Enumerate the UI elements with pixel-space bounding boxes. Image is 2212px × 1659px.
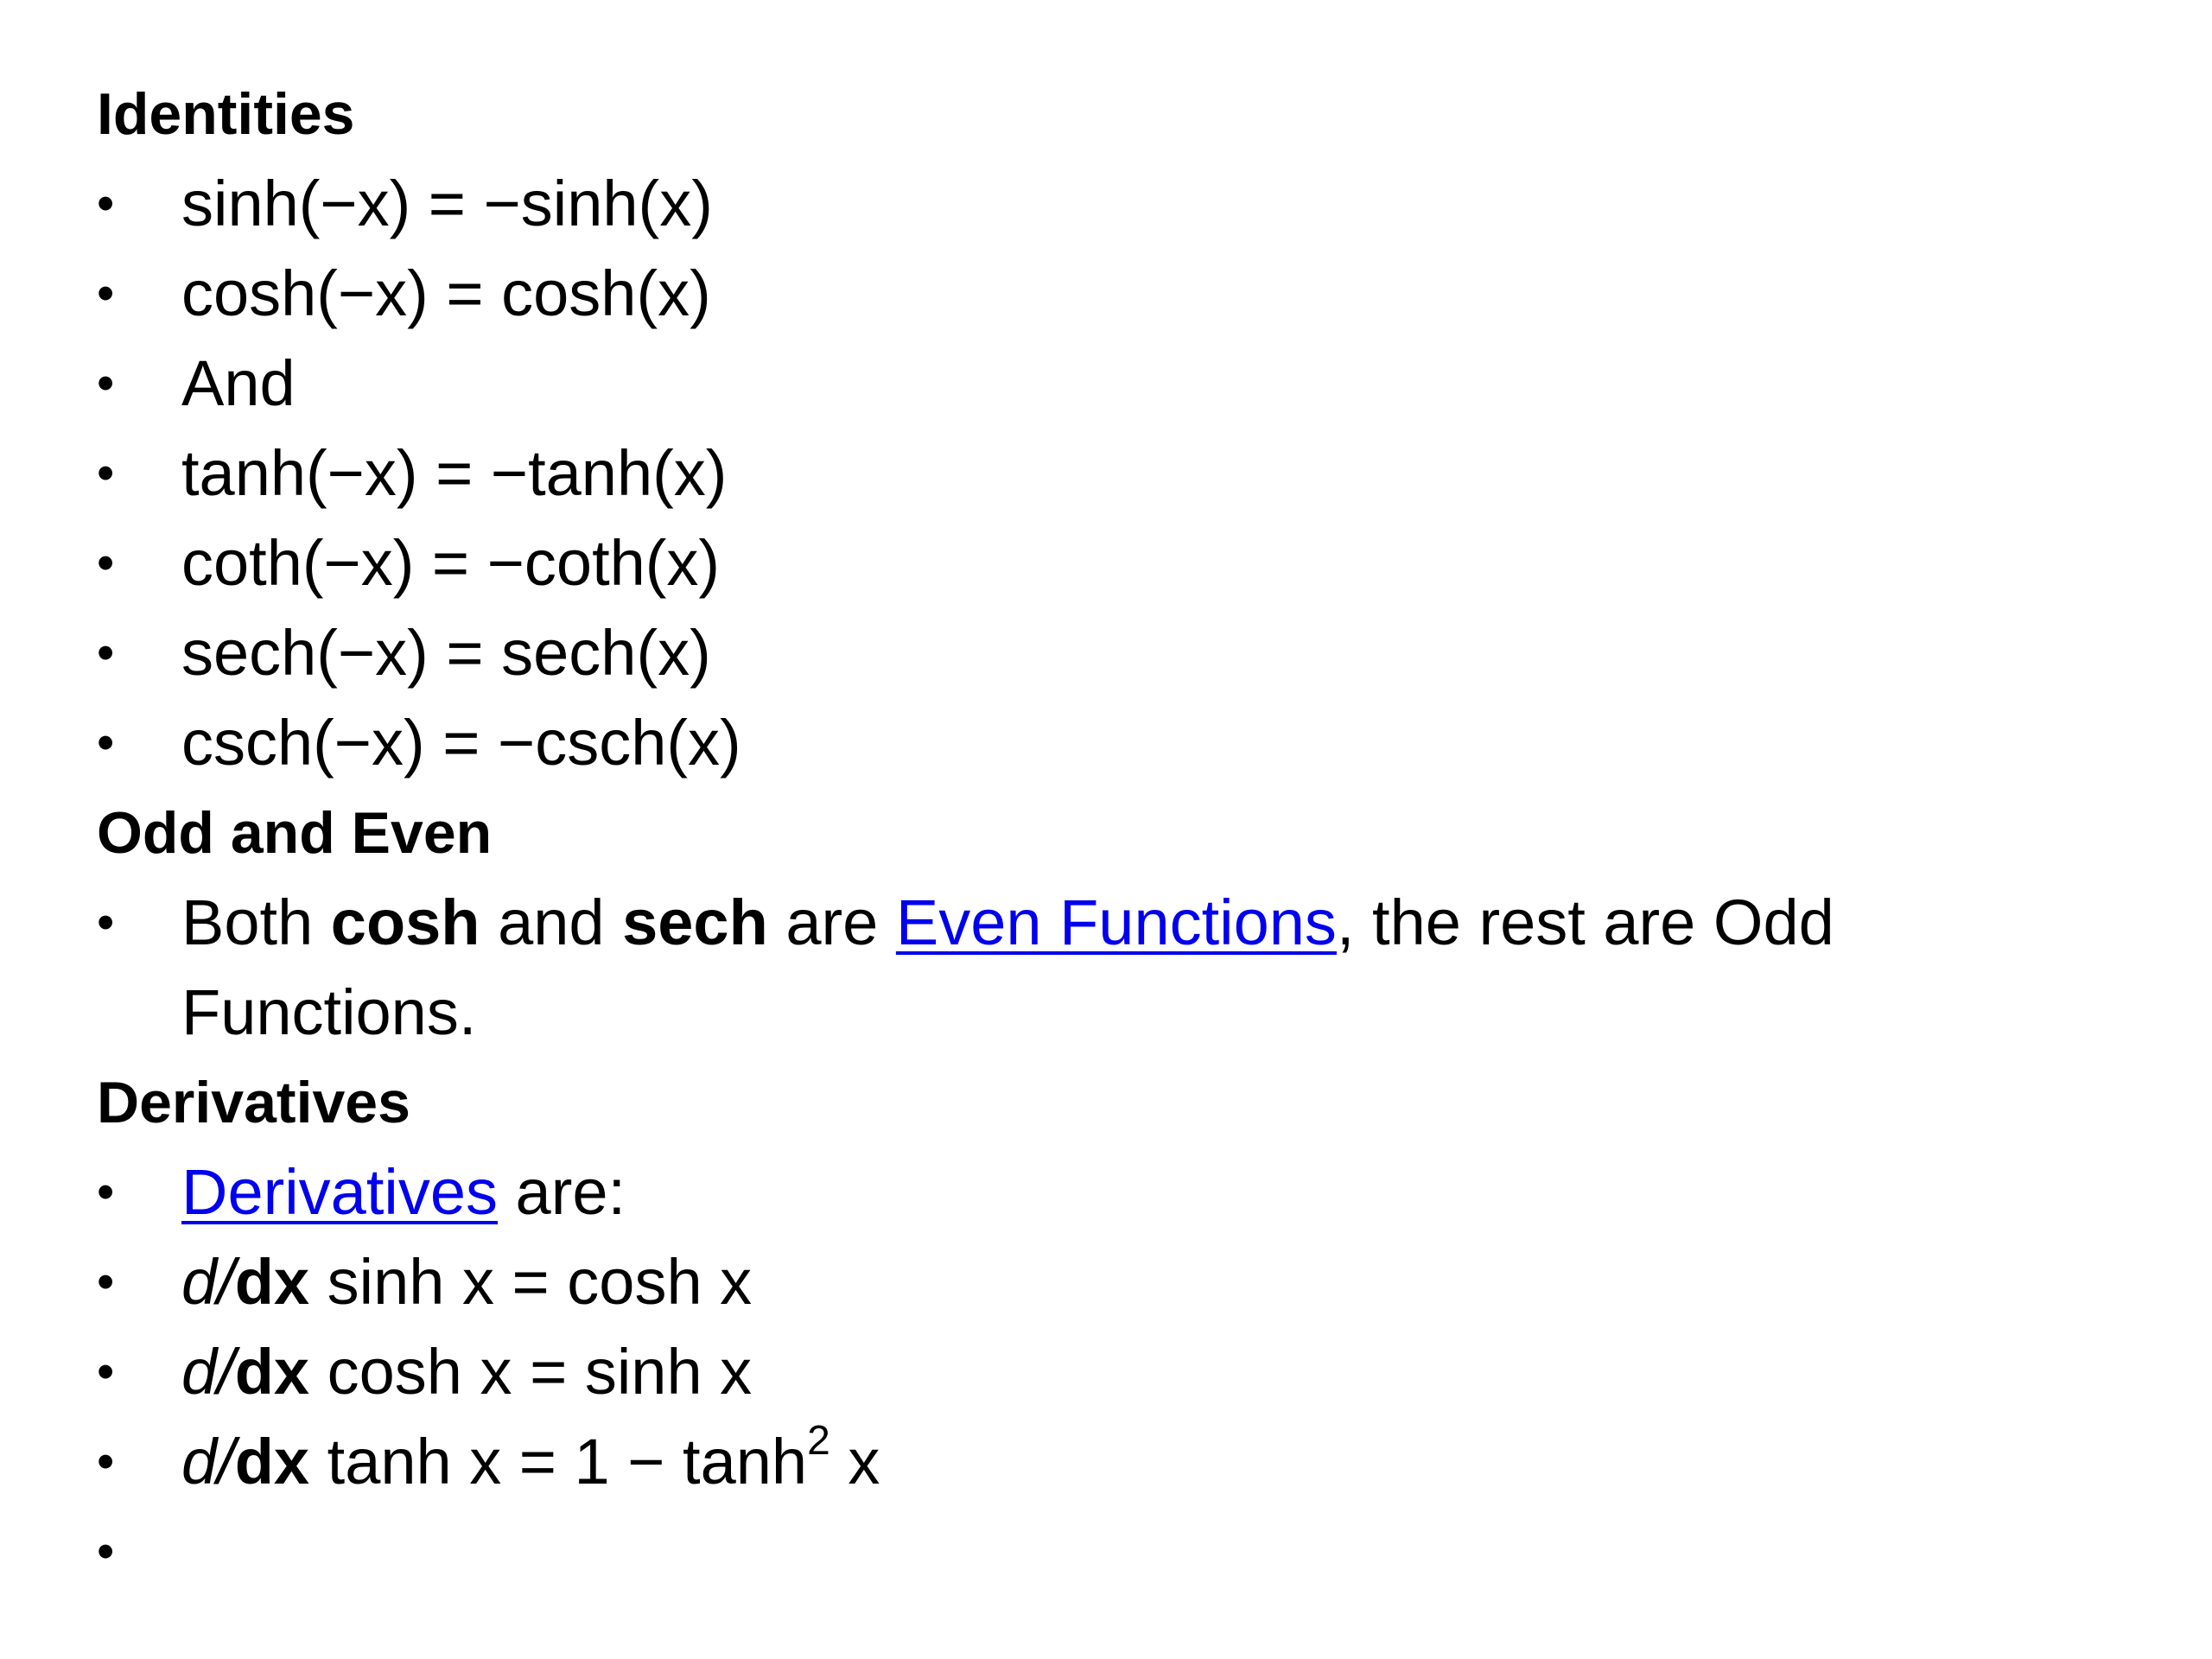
odd-even-text-rest: , the rest are Odd Functions. (181, 887, 1834, 1048)
identity-item-sech (97, 608, 2084, 698)
identity-item-cosh (97, 249, 2084, 339)
derivatives-intro-text: are: (498, 1156, 626, 1228)
odd-even-cosh-term: cosh (330, 887, 480, 958)
bullet-icon: • (97, 894, 115, 950)
bullet-icon: • (97, 1164, 115, 1220)
slide-content (97, 69, 2084, 1597)
identity-item-coth (97, 518, 2084, 608)
odd-even-heading: Odd and Even (97, 800, 493, 866)
identity-text: tanh(−x) = −tanh(x) (181, 437, 728, 509)
derivatives-heading: Derivatives (97, 1070, 410, 1135)
derivative-d-prefix: d/ (181, 1336, 235, 1408)
identity-item-tanh (97, 429, 2084, 518)
identity-item-sinh (97, 159, 2084, 249)
derivative-superscript: 2 (807, 1418, 830, 1464)
derivative-item-tanh (97, 1417, 2084, 1507)
identity-text: sech(−x) = sech(x) (181, 617, 711, 689)
derivative-item-sinh (97, 1237, 2084, 1327)
derivative-dx-label: dx (234, 1426, 310, 1497)
odd-even-item (97, 878, 2084, 1058)
bullet-icon: • (97, 445, 115, 501)
identities-heading: Identities (97, 81, 355, 147)
bullet-icon: • (97, 1344, 115, 1400)
odd-even-sech-term: sech (622, 887, 768, 958)
derivative-d-prefix: d/ (181, 1426, 235, 1497)
derivative-dx-label: dx (234, 1336, 310, 1408)
odd-even-text-both: Both (181, 887, 331, 958)
bullet-icon: • (97, 715, 115, 771)
derivative-d-prefix: d/ (181, 1246, 235, 1318)
identity-text: csch(−x) = −csch(x) (181, 707, 741, 779)
identity-text: And (181, 347, 296, 419)
bullet-icon: • (97, 265, 115, 321)
derivatives-intro-item (97, 1147, 2084, 1237)
bullet-icon: • (97, 1433, 115, 1490)
identity-item-csch (97, 698, 2084, 788)
bullet-icon: • (97, 355, 115, 411)
bullet-icon: • (97, 175, 115, 232)
odd-even-text-are: are (767, 887, 896, 958)
bullet-icon: • (97, 625, 115, 681)
identity-text: coth(−x) = −coth(x) (181, 527, 721, 599)
derivative-dx-label: dx (234, 1246, 310, 1318)
bullet-icon: • (97, 1254, 115, 1310)
bullet-icon: • (97, 535, 115, 591)
bullet-icon: • (97, 1523, 115, 1580)
derivative-item-cosh (97, 1327, 2084, 1417)
identity-text: sinh(−x) = −sinh(x) (181, 168, 713, 239)
derivative-text: tanh x = 1 − tanh (309, 1426, 808, 1497)
identity-item-and (97, 339, 2084, 429)
empty-bullet-item (97, 1507, 2084, 1597)
derivatives-link[interactable]: Derivatives (181, 1156, 498, 1228)
odd-even-text-and: and (480, 887, 623, 958)
even-functions-link[interactable]: Even Functions (895, 887, 1337, 958)
derivative-text-end: x (830, 1426, 880, 1497)
identity-text: cosh(−x) = cosh(x) (181, 257, 711, 329)
derivative-text: cosh x = sinh x (309, 1336, 753, 1408)
derivative-text: sinh x = cosh x (309, 1246, 753, 1318)
